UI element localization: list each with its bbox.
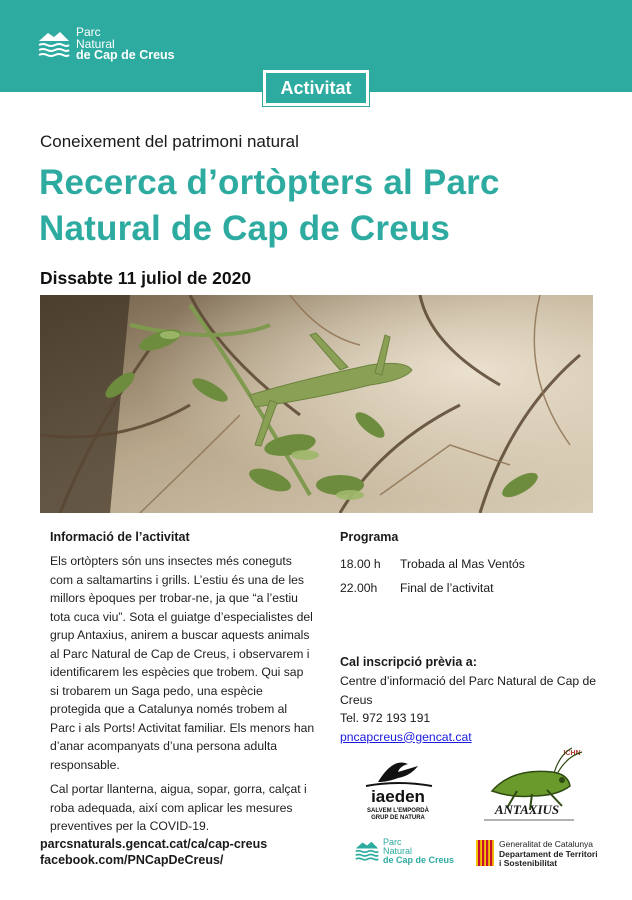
activity-tag-label: Activitat	[280, 78, 352, 98]
registration-section	[340, 655, 600, 746]
park-small-line-1: Parc	[383, 837, 402, 847]
footer-links	[40, 836, 267, 868]
iaeden-sub-1: SALVEM L’EMPORDÀ	[367, 808, 429, 814]
registration-phone: Tel. 972 193 191	[340, 711, 431, 725]
activity-info	[50, 530, 315, 836]
generalitat-logo	[476, 840, 598, 869]
logo-line-2: Natural	[76, 36, 115, 51]
info-paragraph-2: Cal portar llanterna, aigua, sopar, gorra, calçat i roba adequada, així com aplicar les mesures preventives per la COVID-19.	[50, 782, 307, 833]
program-heading: Programa	[340, 530, 399, 544]
antaxius-logo	[472, 746, 590, 824]
page-title: Recerca d’ortòpters al Parc Natural de Cap de Creus	[39, 163, 500, 248]
iaeden-name: iaeden	[371, 787, 425, 806]
program-row	[340, 552, 590, 576]
program-desc: Final de l’activitat	[400, 581, 494, 595]
antaxius-badge: ICHN	[563, 750, 581, 757]
gencat-line-2: Departament de Territori	[499, 848, 598, 859]
info-paragraph-1: Els ortòpters són uns insectes més coneguts com a saltamartins i grills. L’estiu és una de les millors èpoques per trobar-ne, ja que “a l’estiu tota cuca viu”. Sota el guiatge d’especialistes del grup Antaxius, anirem a buscar aquests animals al Parc Natural de Cap de Creus, i observarem i identificarem les espècies que trobem. Qui sap si trobarem un Saga pedo, una espècie protegida que a Catalunya només trobem al Parc i als Ports! Activitat familiar. Els menors han d’anar acompanyats d’una persona adulta responsable.	[50, 554, 315, 772]
logo-line-3: de Cap de Creus	[76, 48, 175, 62]
website-link[interactable]: parcsnaturals.gencat.cat/ca/cap-creus	[40, 837, 268, 851]
iaeden-bird-icon	[348, 752, 448, 822]
activity-tag	[263, 70, 369, 106]
senyera-icon	[476, 840, 494, 866]
gencat-line-1: Generalitat de Catalunya	[499, 839, 594, 849]
registration-heading: Cal inscripció prèvia a:	[340, 655, 477, 669]
park-small-line-2: Natural	[383, 846, 413, 856]
iaeden-logo	[348, 752, 448, 822]
event-date: Dissabte 11 juliol de 2020	[40, 268, 252, 288]
program-time: 18.00 h	[340, 557, 381, 571]
iaeden-sub-2: GRUP DE NATURA	[371, 815, 425, 821]
park-logo-small	[355, 838, 454, 865]
program-desc: Trobada al Mas Ventós	[400, 557, 525, 571]
park-small-line-3: de Cap de Creus	[383, 855, 455, 865]
antaxius-name: ANTAXIUS	[494, 802, 560, 817]
subtitle: Coneixement del patrimoni natural	[40, 132, 299, 151]
facebook-link[interactable]: facebook.com/PNCapDeCreus/	[40, 853, 224, 867]
program-row	[340, 576, 590, 600]
program-section	[340, 530, 590, 600]
gencat-line-3: i Sostenibilitat	[499, 858, 558, 868]
park-logo	[38, 27, 175, 62]
park-logo-small-icon	[355, 838, 379, 862]
antaxius-grasshopper-icon	[472, 746, 590, 824]
grasshopper-photo	[40, 295, 593, 513]
registration-centre: Centre d’informació del Parc Natural de Cap de Creus	[340, 674, 597, 707]
registration-email-link[interactable]: pncapcreus@gencat.cat	[340, 729, 472, 744]
info-heading: Informació de l’activitat	[50, 530, 190, 544]
park-logo-icon	[38, 27, 70, 59]
logo-line-1: Parc	[76, 25, 101, 39]
program-time: 22.00h	[340, 581, 378, 595]
